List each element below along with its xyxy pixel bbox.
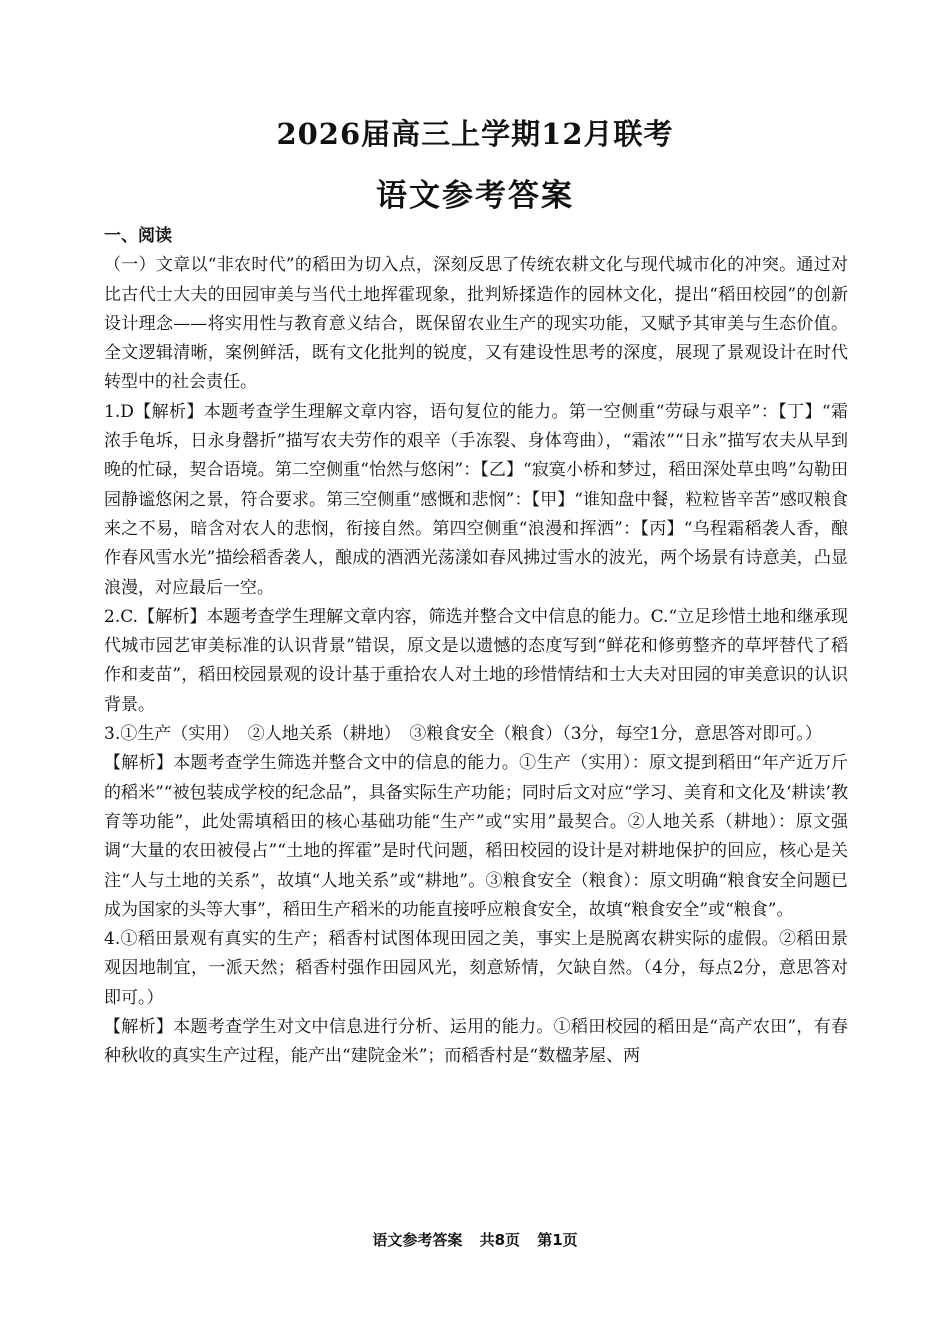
document-title: 2026届高三上学期12月联考 <box>276 117 674 151</box>
footer-doc-name: 语文参考答案 <box>372 1231 463 1249</box>
document-subtitle: 语文参考答案 <box>376 178 574 214</box>
section-heading: 一、阅读 <box>104 226 172 246</box>
paragraph-analysis-3: 【解析】本题考查学生筛选并整合文中的信息的能力。①生产（实用）：原文提到稻田“年产近万斤的稻米”“被包装成学校的纪念品”，具备实际生产功能；同时后文对应“学习、美育和文化及‘耕读’教育等功能”，此处需填稻田的核心基础功能“生产”或“实用”最契合。②人地关系（耕地）：原文强调“大量的农田被侵占”“土地的挥霍”是时代问题，稻田校园的设计是对耕地保护的回应，核心是关注“人与土地的关系”，故填“人地关系”或“耕地”。③粮食安全（粮食）：原文明确“粮食安全问题已成为国家的头等大事”，稻田生产稻米的功能直接呼应粮食安全，故填“粮食安全”或“粮食”。 <box>104 753 848 920</box>
paragraph-answer-2: 2.C.【解析】本题考查学生理解文章内容，筛选并整合文中信息的能力。C.“立足珍惜土地和继承现代城市园艺审美标准的认识背景”错误，原文是以遗憾的态度写到“鲜花和修剪整齐的草坪替代了稻作和麦苗”，稻田校园景观的设计基于重拾农人对土地的珍惜情结和士大夫对田园的审美意识的认识背景。 <box>104 606 848 715</box>
paragraph-answer-4: 4.①稻田景观有真实的生产；稻香村试图体现田园之美，事实上是脱离农耕实际的虚假。②稻田景观因地制宜，一派天然；稻香村强作田园风光，刻意矫情，欠缺自然。（4分，每点2分，意思答对即可。） <box>104 929 848 1008</box>
footer-total-pages: 共8页 <box>479 1231 520 1249</box>
paragraph-answer-3: 3.①生产（实用） ②人地关系（耕地） ③粮食安全（粮食）（3分，每空1分，意思答对即可。） <box>104 724 822 745</box>
document-body <box>104 222 848 1072</box>
paragraph-intro: （一）文章以“非农时代”的稻田为切入点，深刻反思了传统农耕文化与现代城市化的冲突。通过对比古代士大夫的田园审美与当代土地挥霍现象，批判矫揉造作的园林文化，提出“稻田校园”的创新设计理念——将实用性与教育意义结合，既保留农业生产的现实功能，又赋予其审美与生态价值。全文逻辑清晰，案例鲜活，既有文化批判的锐度，又有建设性思考的深度，展现了景观设计在时代转型中的社会责任。 <box>104 255 848 393</box>
page-footer <box>0 1229 950 1250</box>
footer-current-page: 第1页 <box>537 1231 578 1249</box>
paragraph-answer-1: 1.D【解析】本题考查学生理解文章内容，语句复位的能力。第一空侧重“劳碌与艰辛”：【丁】“霜浓手龟坼，日永身罄折”描写农夫劳作的艰辛（手冻裂、身体弯曲），“霜浓”“日永”描写农夫从早到晚的忙碌，契合语境。第二空侧重“怡然与悠闲”：【乙】“寂寞小桥和梦过，稻田深处草虫鸣”勾勒田园静谧悠闲之景，符合要求。第三空侧重“感慨和悲悯”：【甲】“谁知盘中餐，粒粒皆辛苦”感叹粮食来之不易，暗含对农人的悲悯，衔接自然。第四空侧重“浪漫和挥洒”：【丙】“乌程霜稻袭人香，酿作春风雪水光”描绘稻香袭人，酿成的酒洒光荡漾如春风拂过雪水的波光，两个场景有诗意美，凸显浪漫，对应最后一空。 <box>104 401 848 598</box>
paragraph-analysis-4: 【解析】本题考查学生对文中信息进行分析、运用的能力。①稻田校园的稻田是“高产农田”，有春种秋收的真实生产过程，能产出“建院金米”；而稻香村是“数楹茅屋、两 <box>104 1017 848 1067</box>
